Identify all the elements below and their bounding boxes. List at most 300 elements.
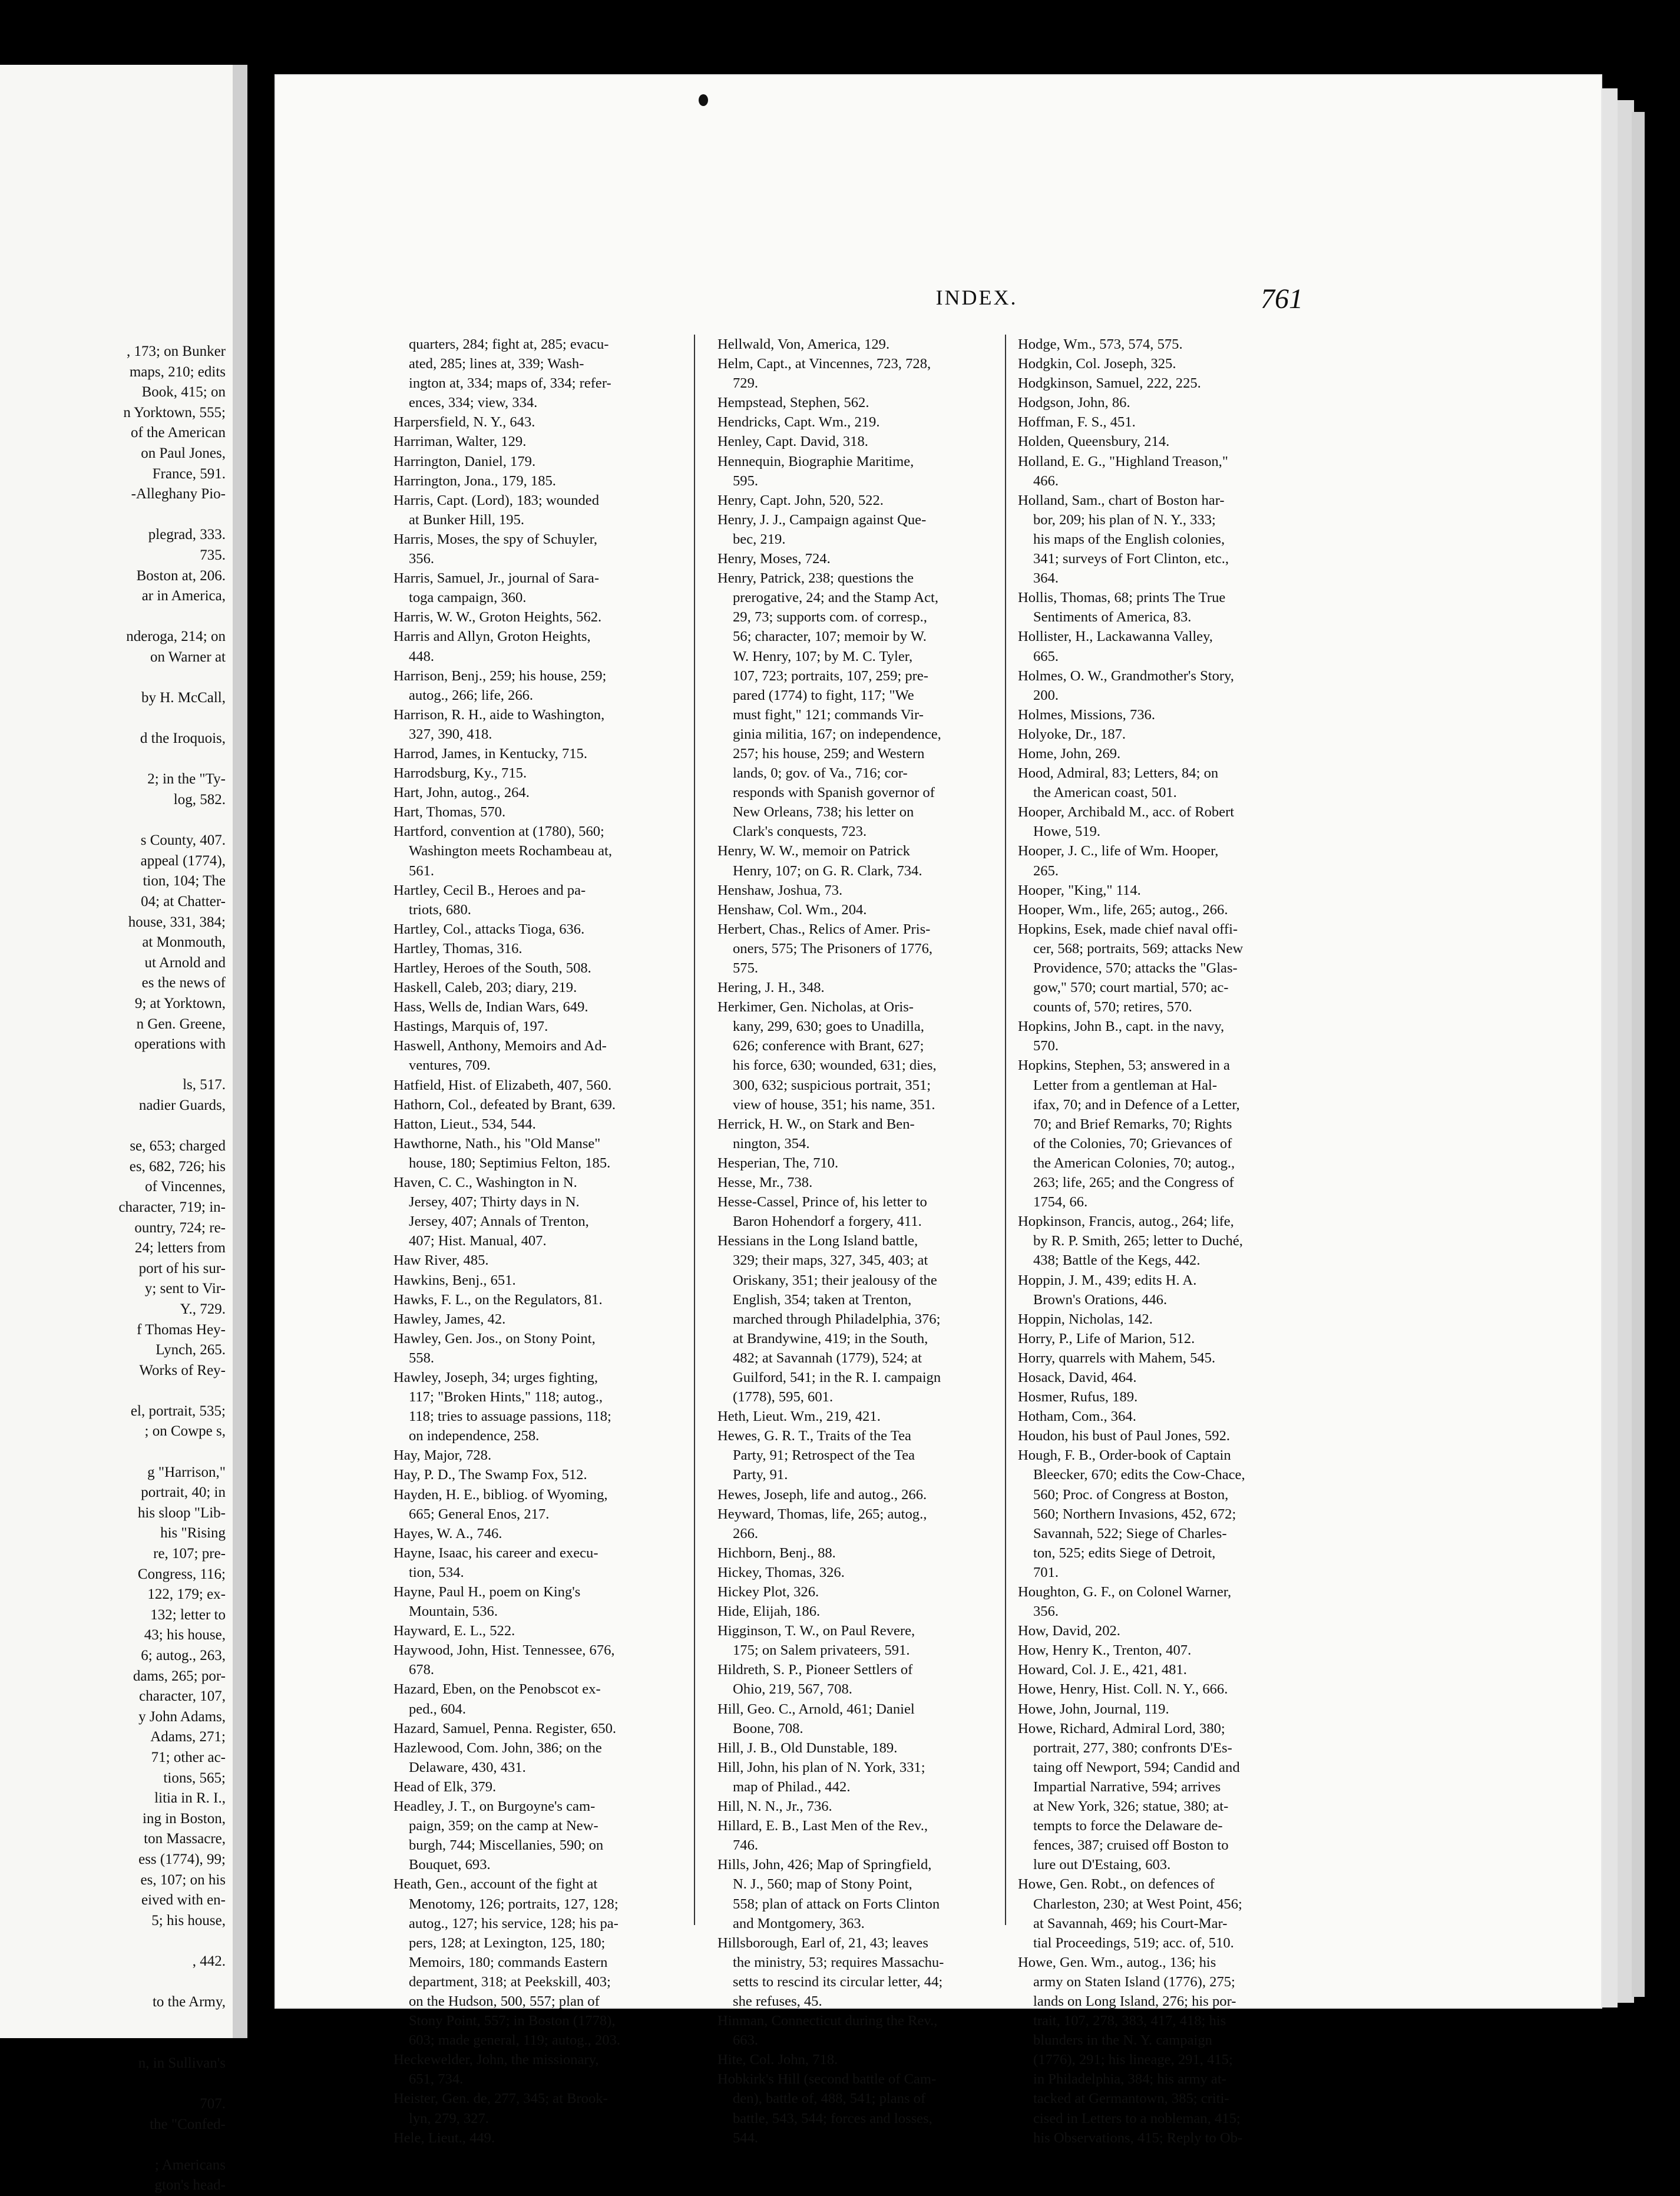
index-entry: Heyward, Thomas, life, 265; autog., [717, 1506, 927, 1522]
index-entry-continuation: taing off Newport, 594; Candid and [1033, 1759, 1240, 1775]
index-entry-continuation: 118; tries to assuage passions, 118; [409, 1408, 611, 1425]
left-page-fragment: y; sent to Vir- [144, 1281, 226, 1297]
index-entry: Helm, Capt., at Vincennes, 723, 728, [717, 356, 931, 372]
index-entry: Holland, Sam., chart of Boston har- [1018, 492, 1225, 508]
index-entry-continuation: oners, 575; The Prisoners of 1776, [733, 940, 933, 957]
index-entry: Harris, Capt. (Lord), 183; wounded [393, 492, 600, 508]
index-entry: Harris and Allyn, Groton Heights, [393, 629, 591, 645]
left-page-fragment: Congress, 116; [137, 1566, 226, 1582]
index-entry-continuation: battle, 543, 544; forces and losses, [733, 2110, 932, 2126]
index-entry: Hawley, Joseph, 34; urges fighting, [393, 1369, 598, 1385]
left-page-fragment: , 442. [192, 1953, 226, 1969]
left-page-fragment: ut Arnold and [144, 954, 226, 971]
index-entry: Head of Elk, 379. [393, 1778, 497, 1795]
index-entry: Houdon, his bust of Paul Jones, 592. [1018, 1428, 1231, 1444]
index-entry-continuation: lands on Long Island, 276; his por- [1033, 1993, 1236, 2009]
index-entry: Hawkins, Benj., 651. [393, 1272, 516, 1288]
index-entry-continuation: 327, 390, 418. [409, 726, 492, 742]
index-entry: Harpersfield, N. Y., 643. [393, 414, 535, 431]
left-page-fragment [14, 2033, 226, 2053]
left-page-fragment: ton Massacre, [144, 1831, 226, 1847]
index-entry-continuation: ventures, 709. [409, 1057, 491, 1074]
index-entry: Heth, Lieut. Wm., 219, 421. [717, 1408, 881, 1425]
index-entry: Hewes, Joseph, life and autog., 266. [717, 1486, 927, 1503]
index-entry: Hildreth, S. P., Pioneer Settlers of [717, 1662, 913, 1678]
index-entry-continuation: Baron Hohendorf a forgery, 411. [733, 1213, 922, 1230]
index-entry: How, Henry K., Trenton, 407. [1018, 1642, 1192, 1659]
left-page-fragment [14, 1972, 226, 1993]
index-column-2 [717, 335, 1000, 2148]
index-entry: Hopkins, John B., capt. in the navy, [1018, 1018, 1225, 1035]
left-page-fragment: 122, 179; ex- [147, 1586, 226, 1603]
index-entry-continuation: by R. P. Smith, 265; letter to Duché, [1033, 1233, 1243, 1249]
index-entry-continuation: tial Proceedings, 519; acc. of, 510. [1033, 1934, 1234, 1951]
index-entry: Hazlewood, Com. John, 386; on the [393, 1739, 602, 1756]
index-entry: Hawley, James, 42. [393, 1311, 506, 1327]
left-facing-page [0, 65, 233, 2194]
index-entry-continuation: 257; his house, 259; and Western [733, 745, 925, 762]
left-page-fragment: 132; letter to [150, 1606, 226, 1623]
index-entry: Houghton, G. F., on Colonel Warner, [1018, 1584, 1232, 1600]
index-entry: Harrington, Daniel, 179. [393, 453, 536, 469]
index-entry-continuation: gow," 570; court martial, 570; ac- [1033, 980, 1229, 996]
index-entry: Hazard, Eben, on the Penobscot ex- [393, 1681, 601, 1698]
left-page-fragment: on Paul Jones, [141, 445, 226, 461]
index-entry-continuation: Impartial Narrative, 594; arrives [1033, 1778, 1221, 1795]
index-entry-continuation: on independence, 258. [409, 1428, 540, 1444]
index-entry: Hopkins, Stephen, 53; answered in a [1018, 1057, 1230, 1074]
column-rule [1005, 335, 1006, 1925]
left-page-fragment [14, 1116, 226, 1137]
page-edge [1601, 88, 1618, 2008]
index-entry: Hellwald, Von, America, 129. [717, 336, 890, 352]
index-entry: Hartley, Heroes of the South, 508. [393, 960, 591, 976]
ink-dot [699, 94, 708, 106]
index-entry: Hartley, Cecil B., Heroes and pa- [393, 882, 586, 898]
index-entry-continuation: toga campaign, 360. [409, 590, 527, 606]
index-entry-continuation: on the Hudson, 500, 557; plan of [409, 1993, 600, 2009]
left-page-fragment: port of his sur- [138, 1260, 226, 1276]
index-entry-continuation: Jersey, 407; Thirty days in N. [409, 1194, 580, 1211]
index-entry: Hough, F. B., Order-book of Captain [1018, 1447, 1231, 1464]
index-entry: Herbert, Chas., Relics of Amer. Pris- [717, 921, 931, 937]
page-number: 761 [1261, 283, 1303, 315]
index-entry: Hillsborough, Earl of, 21, 43; leaves [717, 1934, 928, 1951]
index-entry: Hood, Admiral, 83; Letters, 84; on [1018, 765, 1219, 782]
left-page-fragment: ls, 517. [183, 1077, 226, 1093]
index-entry: Hooper, "King," 114. [1018, 882, 1141, 898]
index-entry-continuation: tempts to force the Delaware de- [1033, 1818, 1223, 1834]
index-entry-continuation: den), battle of, 488, 541; plans of [733, 2091, 926, 2107]
index-entry: Harris, W. W., Groton Heights, 562. [393, 609, 602, 626]
left-page-text-fragments [14, 342, 226, 2196]
index-entry-continuation: Washington meets Rochambeau at, [409, 843, 612, 859]
index-entry-continuation: 558. [409, 1350, 435, 1366]
index-entry: Henry, Patrick, 238; questions the [717, 570, 914, 587]
left-page-fragment [14, 749, 226, 770]
index-column-1 [393, 335, 676, 2148]
index-entry-continuation: 329; their maps, 327, 345, 403; at [733, 1252, 928, 1269]
index-entry-continuation: 364. [1033, 570, 1059, 587]
index-entry-continuation: responds with Spanish governor of [733, 785, 935, 801]
left-page-fragment: 6; autog., 263, [141, 1648, 226, 1663]
index-entry: Howe, Henry, Hist. Coll. N. Y., 666. [1018, 1681, 1228, 1698]
index-entry-continuation: 746. [733, 1837, 759, 1854]
index-entry: Hayward, E. L., 522. [393, 1623, 515, 1639]
left-page-fragment [14, 668, 226, 689]
index-entry-continuation: lyn, 279, 327. [409, 2110, 489, 2126]
index-entry: Hickey, Thomas, 326. [717, 1564, 845, 1580]
left-page-fragment: plegrad, 333. [148, 527, 226, 543]
index-entry-continuation: fences, 387; cruised off Boston to [1033, 1837, 1229, 1854]
index-entry: Hass, Wells de, Indian Wars, 649. [393, 999, 588, 1016]
left-page-fragment [14, 2013, 226, 2033]
left-page-fragment: eived with en- [141, 1892, 226, 1909]
index-entry: Henshaw, Col. Wm., 204. [717, 901, 867, 918]
index-column-3 [1018, 335, 1301, 2148]
index-entry-continuation: Jersey, 407; Annals of Trenton, [409, 1213, 589, 1230]
index-entry-continuation: triots, 680. [409, 901, 471, 918]
index-entry-continuation: 200. [1033, 687, 1059, 703]
left-page-fragment: re, 107; pre- [153, 1546, 226, 1562]
index-entry-continuation: Party, 91. [733, 1467, 788, 1483]
left-page-fragment: es the news of [141, 975, 226, 991]
index-entry-continuation: 558; plan of attack on Forts Clinton [733, 1896, 940, 1912]
left-page-fragment: el, portrait, 535; [130, 1403, 226, 1419]
index-entry-continuation: Menotomy, 126; portraits, 127, 128; [409, 1896, 619, 1912]
index-entry-continuation: 56; character, 107; memoir by W. [733, 629, 927, 645]
left-page-fragment: dams, 265; por- [133, 1668, 226, 1684]
index-entry-continuation: 595. [733, 472, 759, 489]
left-page-fragment: operations with [134, 1036, 226, 1053]
index-entry-continuation: portrait, 277, 380; confronts D'Es- [1033, 1739, 1232, 1756]
index-entry-continuation: Mountain, 536. [409, 1603, 498, 1620]
index-entry-continuation: Clark's conquests, 723. [733, 824, 867, 840]
left-page-fragment: -Alleghany Pio- [131, 486, 226, 502]
left-page-fragment: tions, 565; [163, 1770, 226, 1786]
index-entry: Hopkinson, Francis, autog., 264; life, [1018, 1213, 1234, 1230]
left-page-fragment [14, 811, 226, 831]
index-entry-continuation: at Savannah, 469; his Court-Mar- [1033, 1915, 1228, 1932]
index-entry-continuation: house, 180; Septimius Felton, 185. [409, 1155, 611, 1171]
left-page-fragment: at Monmouth, [142, 934, 226, 951]
index-entry: Harrison, R. H., aide to Washington, [393, 706, 605, 723]
index-entry-continuation: setts to rescind its circular letter, 44; [733, 1973, 943, 1990]
index-entry: Haskell, Caleb, 203; diary, 219. [393, 980, 577, 996]
left-page-fragment: ess (1774), 99; [138, 1851, 226, 1867]
left-page-fragment: g "Harrison," [147, 1464, 226, 1480]
index-entry-continuation: and Montgomery, 363. [733, 1915, 865, 1932]
index-entry: Haswell, Anthony, Memoirs and Ad- [393, 1038, 607, 1054]
index-entry-continuation: ifax, 70; and in Defence of a Letter, [1033, 1096, 1240, 1113]
index-entry: Hartford, convention at (1780), 560; [393, 824, 604, 840]
index-entry-continuation: 651, 734. [409, 2071, 464, 2088]
index-entry-continuation: ginia militia, 167; on independence, [733, 726, 941, 742]
index-entry-continuation: N. J., 560; map of Stony Point, [733, 1876, 912, 1893]
index-entry-continuation: 356. [1033, 1603, 1059, 1620]
index-entry-continuation: department, 318; at Peekskill, 403; [409, 1973, 611, 1990]
index-entry: Holyoke, Dr., 187. [1018, 726, 1126, 742]
index-entry: Hastings, Marquis of, 197. [393, 1018, 548, 1035]
left-page-fragment: ; on Cowpe s, [144, 1423, 226, 1440]
left-page-fragment: ; Americans [154, 2157, 226, 2173]
index-entry-continuation: 626; conference with Brant, 627; [733, 1038, 924, 1054]
index-entry-continuation: burgh, 744; Miscellanies, 590; on [409, 1837, 604, 1854]
left-page-fragment: character, 107, [139, 1688, 226, 1705]
index-entry: Hillard, E. B., Last Men of the Rev., [717, 1818, 928, 1834]
index-entry-continuation: 665. [1033, 648, 1059, 664]
left-page-fragment: his "Rising [160, 1525, 226, 1542]
index-entry-continuation: bor, 209; his plan of N. Y., 333; [1033, 511, 1216, 528]
index-entry: Hennequin, Biographie Maritime, [717, 453, 914, 469]
left-page-fragment: of the American [130, 425, 226, 441]
index-entry-continuation: Charleston, 230; at West Point, 456; [1033, 1896, 1242, 1912]
index-entry-continuation: at Brandywine, 419; in the South, [733, 1330, 928, 1347]
index-entry: Hollister, H., Lackawanna Valley, [1018, 629, 1213, 645]
index-entry-continuation: in Philadelphia, 384; his army at- [1033, 2071, 1226, 2088]
index-entry-continuation: 561. [409, 862, 435, 879]
index-entry: Haven, C. C., Washington in N. [393, 1175, 577, 1191]
left-page-fragment: to the Army, [152, 1994, 226, 2010]
index-entry: Hopkins, Esek, made chief naval offi- [1018, 921, 1238, 937]
index-entry: Harriman, Walter, 129. [393, 434, 527, 450]
index-entry: Holland, E. G., "Highland Treason," [1018, 453, 1228, 469]
index-entry: Hosmer, Rufus, 189. [1018, 1389, 1138, 1405]
index-entry-continuation: of the Colonies, 70; Grievances of [1033, 1135, 1232, 1152]
left-page-fragment: n, in Sullivan's [138, 2055, 226, 2071]
index-entry-continuation: 438; Battle of the Kegs, 442. [1033, 1252, 1201, 1269]
index-entry-continuation: 407; Hist. Manual, 407. [409, 1233, 547, 1249]
index-entry: Hazard, Samuel, Penna. Register, 650. [393, 1720, 617, 1737]
index-entry: Hollis, Thomas, 68; prints The True [1018, 590, 1226, 606]
book-gutter [233, 65, 247, 2038]
index-entry: Harrington, Jona., 179, 185. [393, 472, 556, 489]
index-entry: Howe, John, Journal, 119. [1018, 1701, 1169, 1717]
index-entry: Hill, J. B., Old Dunstable, 189. [717, 1739, 898, 1756]
left-page-fragment: ing in Boston, [143, 1810, 226, 1827]
index-entry: Harrodsburg, Ky., 715. [393, 765, 527, 782]
left-page-fragment: Lynch, 265. [156, 1342, 226, 1358]
left-page-fragment: his sloop "Lib- [137, 1504, 226, 1521]
index-entry-continuation: Bouquet, 693. [409, 1857, 491, 1873]
index-entry-continuation: Oriskany, 351; their jealousy of the [733, 1272, 937, 1288]
left-page-fragment: s County, 407. [140, 832, 226, 849]
index-entry-continuation: lure out D'Estaing, 603. [1033, 1857, 1171, 1873]
index-entry-continuation: 117; "Broken Hints," 118; autog., [409, 1389, 603, 1405]
left-page-fragment: y John Adams, [138, 1708, 226, 1725]
left-page-fragment: 24; letters from [134, 1240, 226, 1256]
left-page-fragment: character, 719; in- [118, 1199, 226, 1215]
index-entry-continuation: army on Staten Island (1776), 275; [1033, 1973, 1235, 1990]
index-entry-continuation: ped., 604. [409, 1701, 466, 1717]
index-entry: How, David, 202. [1018, 1623, 1120, 1639]
index-entry: Hawks, F. L., on the Regulators, 81. [393, 1291, 603, 1308]
index-entry-continuation: the American Colonies, 70; autog., [1033, 1155, 1235, 1171]
index-entry: Heath, Gen., account of the fight at [393, 1876, 598, 1893]
index-entry-continuation: ton, 525; edits Siege of Detroit, [1033, 1545, 1216, 1561]
left-page-fragment: appeal (1774), [140, 852, 226, 869]
index-entry: Hewes, G. R. T., Traits of the Tea [717, 1428, 911, 1444]
left-page-fragment: 735. [200, 547, 226, 563]
left-page-fragment: France, 591. [152, 465, 226, 482]
index-entry: Holden, Queensbury, 214. [1018, 434, 1170, 450]
index-entry-continuation: Providence, 570; attacks the "Glas- [1033, 960, 1238, 976]
index-entry: Howe, Gen. Wm., autog., 136; his [1018, 1954, 1216, 1970]
index-entry-continuation: Henry, 107; on G. R. Clark, 734. [733, 862, 922, 879]
index-entry: Hills, John, 426; Map of Springfield, [717, 1857, 932, 1873]
index-entry-continuation: 560; Proc. of Congress at Boston, [1033, 1486, 1229, 1503]
left-page-fragment [14, 1381, 226, 1401]
index-entry: Harris, Moses, the spy of Schuyler, [393, 531, 598, 547]
index-entry-continuation: at New York, 326; statue, 380; at- [1033, 1798, 1229, 1815]
index-entry: Hill, N. N., Jr., 736. [717, 1798, 832, 1815]
left-page-fragment: log, 582. [173, 792, 226, 808]
left-page-fragment: gton's head- [154, 2177, 226, 2194]
index-entry: Hoppin, J. M., 439; edits H. A. [1018, 1272, 1197, 1288]
left-page-fragment: se, 653; charged [130, 1138, 226, 1155]
left-page-fragment: 9; at Yorktown, [134, 996, 226, 1011]
left-page-fragment: 5; his house, [151, 1912, 226, 1929]
index-entry: Hichborn, Benj., 88. [717, 1545, 836, 1561]
left-page-fragment [14, 2135, 226, 2155]
index-entry: Hodgkin, Col. Joseph, 325. [1018, 356, 1176, 372]
left-page-fragment: 2; in the "Ty- [147, 771, 226, 788]
left-page-fragment: of Vincennes, [145, 1179, 226, 1195]
index-entry-continuation: 729. [733, 375, 759, 392]
index-entry: Heckewelder, John, the missionary, [393, 2052, 599, 2068]
index-entry: Hinman, Connecticut during the Rev., [717, 2013, 938, 2029]
index-entry-continuation: map of Philad., 442. [733, 1778, 851, 1795]
index-entry: Hayne, Paul H., poem on King's [393, 1584, 581, 1600]
index-entry-continuation: 701. [1033, 1564, 1059, 1580]
index-entry-continuation: 107, 723; portraits, 107, 259; pre- [733, 667, 928, 684]
index-entry-continuation: Stony Point, 557; in Boston (1778), [409, 2013, 616, 2029]
index-entry-continuation: 570. [1033, 1038, 1059, 1054]
left-page-fragment [14, 1055, 226, 1076]
index-entry-continuation: 356. [409, 551, 435, 567]
index-entry-continuation: 341; surveys of Fort Clinton, etc., [1033, 551, 1229, 567]
left-page-fragment: Y., 729. [180, 1301, 226, 1317]
index-entry: Hartley, Thomas, 316. [393, 940, 522, 957]
index-entry: Hesse, Mr., 738. [717, 1175, 813, 1191]
left-page-fragment: 707. [200, 2096, 226, 2112]
left-page-fragment: f Thomas Hey- [137, 1321, 226, 1338]
left-page-fragment: Works of Rey- [139, 1362, 226, 1378]
index-entry: Higginson, T. W., on Paul Revere, [717, 1623, 915, 1639]
index-entry: Hooper, Wm., life, 265; autog., 266. [1018, 901, 1228, 918]
index-entry: Home, John, 269. [1018, 745, 1121, 762]
left-page-fragment: house, 331, 384; [128, 914, 226, 930]
index-entry: Hill, John, his plan of N. York, 331; [717, 1759, 925, 1775]
index-entry: Hobkirk's Hill (second battle of Cam- [717, 2071, 937, 2088]
index-entry: Hite, Col. John, 718. [717, 2052, 838, 2068]
index-entry: Hering, J. H., 348. [717, 980, 825, 996]
index-entry-continuation: tion, 534. [409, 1564, 464, 1580]
left-page-fragment: Adams, 271; [150, 1729, 226, 1745]
index-entry-continuation: the ministry, 53; requires Massachu- [733, 1954, 944, 1970]
left-page-fragment: litia in R. I., [154, 1790, 226, 1807]
index-page [276, 75, 1601, 2146]
index-entry: Hoffman, F. S., 451. [1018, 414, 1136, 431]
index-entry-continuation: (1776), 291; his lineage, 291, 415; [1033, 2052, 1233, 2068]
index-entry-continuation: 665; General Enos, 217. [409, 1506, 550, 1522]
index-entry-continuation: autog., 266; life, 266. [409, 687, 534, 703]
index-entry: Hendricks, Capt. Wm., 219. [717, 414, 880, 431]
left-page-fragment: es, 107; on his [140, 1871, 226, 1888]
index-entry: Howe, Richard, Admiral Lord, 380; [1018, 1720, 1225, 1737]
index-entry-continuation: his maps of the English colonies, [1033, 531, 1225, 547]
left-page-fragment: ar in America, [141, 588, 226, 604]
index-entry-continuation: Howe, 519. [1033, 824, 1101, 840]
index-entry-continuation: Savannah, 522; Siege of Charles- [1033, 1525, 1227, 1542]
index-entry: Harrod, James, in Kentucky, 715. [393, 745, 587, 762]
index-entry-continuation: 544. [733, 2129, 759, 2146]
index-entry: Hawley, Gen. Jos., on Stony Point, [393, 1330, 596, 1347]
column-rule [694, 335, 695, 1925]
index-entry: Hempstead, Stephen, 562. [717, 395, 869, 411]
index-entry-continuation: 560; Northern Invasions, 452, 672; [1033, 1506, 1236, 1522]
left-page-fragment: n Gen. Greene, [136, 1016, 226, 1032]
index-entry-continuation: Boone, 708. [733, 1720, 803, 1737]
index-entry-continuation: 448. [409, 648, 435, 664]
index-entry: Holmes, Missions, 736. [1018, 706, 1155, 723]
page-edge [1632, 112, 1645, 1997]
index-entry-continuation: Memoirs, 180; commands Eastern [409, 1954, 608, 1970]
index-entry-continuation: the American coast, 501. [1033, 785, 1177, 801]
index-entry-continuation: Guilford, 541; in the R. I. campaign [733, 1369, 941, 1385]
index-entry: Hill, Geo. C., Arnold, 461; Daniel [717, 1701, 915, 1717]
index-entry: Howe, Gen. Robt., on defences of [1018, 1876, 1215, 1893]
index-entry-continuation: quarters, 284; fight at, 285; evacu- [409, 336, 609, 352]
index-entry-continuation: autog., 127; his service, 128; his pa- [409, 1915, 619, 1932]
index-entry-continuation: Sentiments of America, 83. [1033, 609, 1192, 626]
left-page-fragment: 04; at Chatter- [141, 894, 226, 910]
left-page-fragment: n Yorktown, 555; [123, 404, 226, 421]
index-entry: Hesperian, The, 710. [717, 1155, 839, 1171]
index-entry: Hayes, W. A., 746. [393, 1525, 502, 1542]
index-entry: Hoppin, Nicholas, 142. [1018, 1311, 1153, 1327]
index-entry-continuation: pared (1774) to fight, 117; "We [733, 687, 914, 703]
index-entry: Hesse-Cassel, Prince of, his letter to [717, 1194, 927, 1211]
index-entry-continuation: Letter from a gentleman at Hal- [1033, 1077, 1218, 1093]
index-entry: Horry, quarrels with Mahem, 545. [1018, 1350, 1216, 1366]
index-entry-continuation: view of house, 351; his name, 351. [733, 1096, 935, 1113]
index-entry-continuation: pers, 128; at Lexington, 125, 180; [409, 1934, 606, 1951]
left-page-fragment: on Warner at [150, 649, 226, 665]
index-entry-continuation: blunders in the N. Y. campaign [1033, 2032, 1212, 2049]
left-page-fragment: the "Confed- [150, 2116, 226, 2132]
index-entry: Harrison, Benj., 259; his house, 259; [393, 667, 607, 684]
index-entry-continuation: Bleecker, 670; edits the Cow-Chace, [1033, 1467, 1245, 1483]
index-entry-continuation: prerogative, 24; and the Stamp Act, [733, 590, 939, 606]
index-entry: Harris, Samuel, Jr., journal of Sara- [393, 570, 600, 587]
index-entry-continuation: 663. [733, 2032, 759, 2049]
left-page-fragment: es, 682, 726; his [129, 1158, 226, 1175]
index-entry: Haywood, John, Hist. Tennessee, 676, [393, 1642, 615, 1659]
index-entry: Hatton, Lieut., 534, 544. [393, 1116, 536, 1132]
index-entry-continuation: counts of, 570; retires, 570. [1033, 999, 1192, 1016]
index-entry: Hele, Lieut., 449. [393, 2129, 495, 2146]
index-entry-continuation: 482; at Savannah (1779), 524; at [733, 1350, 922, 1366]
index-entry-continuation: Ohio, 219, 567, 708. [733, 1681, 852, 1698]
index-entry: Herkimer, Gen. Nicholas, at Oris- [717, 999, 914, 1016]
index-entry-continuation: ated, 285; lines at, 339; Wash- [409, 356, 584, 372]
index-entry: Horry, P., Life of Marion, 512. [1018, 1330, 1195, 1347]
left-page-fragment: by H. McCall, [141, 690, 226, 706]
index-entry-continuation: 29, 73; supports com. of corresp., [733, 609, 927, 626]
left-page-fragment: , 173; on Bunker [126, 343, 226, 359]
index-entry-continuation: trait, 107, 278, 383, 417, 418; his [1033, 2013, 1226, 2029]
